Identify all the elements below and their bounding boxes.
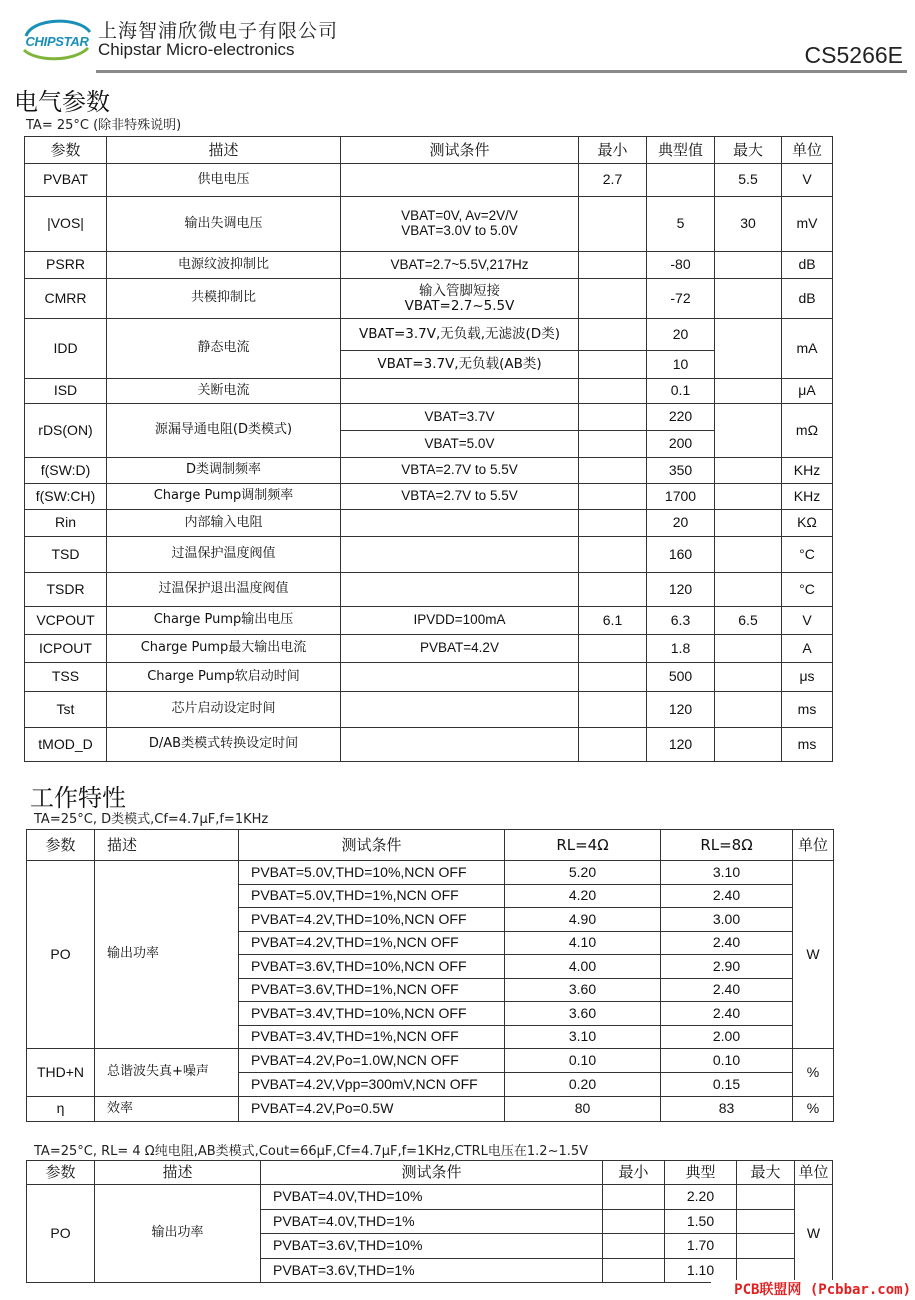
- max-cell: [715, 458, 782, 484]
- rl4-value: 3.60: [505, 978, 661, 1002]
- min-cell: [603, 1258, 665, 1283]
- table-row: [25, 197, 833, 252]
- typ-cell: 20: [647, 319, 715, 351]
- param-cell: PVBAT: [25, 164, 107, 197]
- description-cell: Charge Pump软启动时间: [107, 663, 341, 692]
- condition-cell: PVBAT=4.2V,THD=1%,NCN OFF: [239, 931, 505, 955]
- min-cell: [579, 279, 647, 319]
- unit-cell: dB: [782, 252, 833, 279]
- description-cell: 效率: [95, 1097, 239, 1122]
- column-header: 最小: [579, 137, 647, 164]
- unit-cell: mA: [782, 319, 833, 379]
- condition-cell: VBAT=3.7V,无负载,无滤波(D类): [341, 319, 579, 351]
- rl8-value: 2.40: [661, 884, 793, 908]
- column-header: 最小: [603, 1161, 665, 1185]
- condition-cell: [341, 663, 579, 692]
- param-cell: Tst: [25, 692, 107, 728]
- param-cell: |VOS|: [25, 197, 107, 252]
- logo-text: CHIPSTAR: [25, 34, 89, 49]
- param-cell: TSDR: [25, 573, 107, 607]
- description-cell: D类调制频率: [107, 458, 341, 484]
- param-cell: f(SW:CH): [25, 484, 107, 510]
- unit-cell: mΩ: [782, 404, 833, 458]
- table-row: [25, 404, 833, 431]
- table-header-row: [25, 137, 833, 164]
- description-cell: 电源纹波抑制比: [107, 252, 341, 279]
- unit-cell: μA: [782, 379, 833, 404]
- typ-cell: 220: [647, 404, 715, 431]
- min-cell: [603, 1209, 665, 1234]
- unit-cell: V: [782, 164, 833, 197]
- chipstar-logo: [18, 14, 96, 64]
- param-cell: PO: [27, 1185, 95, 1283]
- min-cell: [603, 1234, 665, 1259]
- min-cell: [579, 663, 647, 692]
- rl4-value: 3.60: [505, 1002, 661, 1026]
- typ-cell: 500: [647, 663, 715, 692]
- column-header: 描述: [95, 1161, 261, 1185]
- max-cell: [715, 573, 782, 607]
- min-cell: [579, 319, 647, 351]
- column-header: 参数: [27, 1161, 95, 1185]
- min-cell: [579, 635, 647, 663]
- condition-cell: PVBAT=4.2V,Po=1.0W,NCN OFF: [239, 1049, 505, 1073]
- electrical-params-table: [24, 136, 833, 762]
- typ-cell: 120: [647, 573, 715, 607]
- description-cell: 供电电压: [107, 164, 341, 197]
- min-cell: 2.7: [579, 164, 647, 197]
- company-name-en: Chipstar Micro-electronics: [98, 40, 295, 59]
- max-cell: [715, 319, 782, 379]
- table-row: [27, 1097, 834, 1122]
- section3-condition: TA=25°C, RL= 4 Ω纯电阻,AB类模式,Cout=66μF,Cf=4.7μF,f=1KHz,CTRL电压在1.2~1.5V: [34, 1144, 589, 1159]
- table-row: [25, 663, 833, 692]
- min-cell: [579, 692, 647, 728]
- typ-cell: -80: [647, 252, 715, 279]
- table-row: [27, 1049, 834, 1073]
- max-cell: [737, 1209, 795, 1234]
- max-cell: [737, 1185, 795, 1210]
- description-cell: 静态电流: [107, 319, 341, 379]
- max-cell: [715, 692, 782, 728]
- param-cell: VCPOUT: [25, 607, 107, 635]
- max-cell: 30: [715, 197, 782, 252]
- min-cell: [579, 431, 647, 458]
- unit-cell: °C: [782, 537, 833, 573]
- column-header: 测试条件: [239, 830, 505, 861]
- condition-cell: PVBAT=4.2V,THD=10%,NCN OFF: [239, 908, 505, 932]
- condition-cell: [341, 573, 579, 607]
- max-cell: 6.5: [715, 607, 782, 635]
- watermark-text: PCB联盟网 (Pcbbar.com): [711, 1280, 915, 1300]
- condition-cell: PVBAT=3.4V,THD=1%,NCN OFF: [239, 1025, 505, 1049]
- max-cell: [715, 279, 782, 319]
- condition-cell: PVBAT=4.2V: [341, 635, 579, 663]
- max-cell: [715, 510, 782, 537]
- operating-characteristics-table: [26, 829, 834, 1122]
- table-header-row: [27, 1161, 833, 1185]
- unit-cell: KΩ: [782, 510, 833, 537]
- table-row: [25, 728, 833, 762]
- condition-cell: PVBAT=3.4V,THD=10%,NCN OFF: [239, 1002, 505, 1026]
- unit-cell: dB: [782, 279, 833, 319]
- rl4-value: 4.00: [505, 955, 661, 979]
- column-header: 参数: [27, 830, 95, 861]
- param-cell: tMOD_D: [25, 728, 107, 762]
- column-header: RL=8Ω: [661, 830, 793, 861]
- description-cell: Charge Pump输出电压: [107, 607, 341, 635]
- condition-cell: PVBAT=3.6V,THD=1%: [261, 1258, 603, 1283]
- column-header: 测试条件: [261, 1161, 603, 1185]
- rl8-value: 3.00: [661, 908, 793, 932]
- condition-cell: IPVDD=100mA: [341, 607, 579, 635]
- rl4-value: 3.10: [505, 1025, 661, 1049]
- max-cell: [715, 663, 782, 692]
- typ-cell: [647, 164, 715, 197]
- min-cell: [579, 351, 647, 379]
- rl4-value: 80: [505, 1097, 661, 1122]
- condition-cell: 输入管脚短接 VBAT=2.7~5.5V: [341, 279, 579, 319]
- condition-cell: PVBAT=3.6V,THD=10%: [261, 1234, 603, 1259]
- min-cell: [579, 728, 647, 762]
- param-cell: PO: [27, 861, 95, 1049]
- column-header: 典型: [665, 1161, 737, 1185]
- section-title-electrical: 电气参数: [14, 88, 110, 116]
- column-header: 单位: [793, 830, 834, 861]
- table-row: [25, 692, 833, 728]
- condition-cell: VBAT=3.7V: [341, 404, 579, 431]
- ab-mode-table: [26, 1160, 833, 1283]
- rl4-value: 4.10: [505, 931, 661, 955]
- max-cell: [715, 404, 782, 458]
- min-cell: [579, 458, 647, 484]
- unit-cell: %: [793, 1049, 834, 1097]
- column-header: 测试条件: [341, 137, 579, 164]
- rl8-value: 3.10: [661, 861, 793, 885]
- min-cell: [579, 379, 647, 404]
- param-cell: PSRR: [25, 252, 107, 279]
- unit-cell: %: [793, 1097, 834, 1122]
- typ-cell: 160: [647, 537, 715, 573]
- condition-cell: PVBAT=5.0V,THD=1%,NCN OFF: [239, 884, 505, 908]
- min-cell: [579, 197, 647, 252]
- table-row: [25, 537, 833, 573]
- description-cell: 源漏导通电阻(D类模式): [107, 404, 341, 458]
- condition-cell: VBTA=2.7V to 5.5V: [341, 484, 579, 510]
- rl8-value: 2.00: [661, 1025, 793, 1049]
- description-cell: 输出功率: [95, 1185, 261, 1283]
- min-cell: [579, 404, 647, 431]
- rl8-value: 83: [661, 1097, 793, 1122]
- section1-condition: TA= 25°C (除非特殊说明): [26, 118, 182, 133]
- company-name-cn: 上海智浦欣微电子有限公司: [98, 20, 339, 42]
- max-cell: [715, 537, 782, 573]
- typ-cell: 0.1: [647, 379, 715, 404]
- unit-cell: KHz: [782, 458, 833, 484]
- param-cell: TSD: [25, 537, 107, 573]
- min-cell: [579, 484, 647, 510]
- description-cell: 芯片启动设定时间: [107, 692, 341, 728]
- rl8-value: 2.90: [661, 955, 793, 979]
- condition-cell: VBTA=2.7V to 5.5V: [341, 458, 579, 484]
- column-header: 参数: [25, 137, 107, 164]
- condition-cell: [341, 537, 579, 573]
- typ-cell: 120: [647, 728, 715, 762]
- condition-cell: [341, 379, 579, 404]
- description-cell: 关断电流: [107, 379, 341, 404]
- section2-condition: TA=25°C, D类模式,Cf=4.7μF,f=1KHz: [34, 812, 269, 827]
- description-cell: D/AB类模式转换设定时间: [107, 728, 341, 762]
- column-header: 单位: [795, 1161, 833, 1185]
- table-row: [27, 1185, 833, 1210]
- param-cell: ISD: [25, 379, 107, 404]
- max-cell: 5.5: [715, 164, 782, 197]
- typ-cell: 350: [647, 458, 715, 484]
- rl8-value: 2.40: [661, 1002, 793, 1026]
- unit-cell: μs: [782, 663, 833, 692]
- typ-cell: 200: [647, 431, 715, 458]
- table-row: [25, 635, 833, 663]
- condition-cell: PVBAT=3.6V,THD=10%,NCN OFF: [239, 955, 505, 979]
- rl4-value: 4.20: [505, 884, 661, 908]
- typ-cell: 2.20: [665, 1185, 737, 1210]
- table-row: [25, 458, 833, 484]
- rl4-value: 0.20: [505, 1073, 661, 1097]
- condition-cell: [341, 510, 579, 537]
- description-cell: 过温保护温度阀值: [107, 537, 341, 573]
- rl8-value: 2.40: [661, 931, 793, 955]
- condition-cell: VBAT=0V, Av=2V/V VBAT=3.0V to 5.0V: [341, 197, 579, 252]
- description-cell: 内部输入电阻: [107, 510, 341, 537]
- max-cell: [715, 379, 782, 404]
- column-header: 描述: [95, 830, 239, 861]
- param-cell: CMRR: [25, 279, 107, 319]
- description-cell: Charge Pump最大输出电流: [107, 635, 341, 663]
- column-header: 最大: [715, 137, 782, 164]
- min-cell: [579, 537, 647, 573]
- max-cell: [715, 728, 782, 762]
- condition-cell: PVBAT=4.2V,Vpp=300mV,NCN OFF: [239, 1073, 505, 1097]
- description-cell: 输出失调电压: [107, 197, 341, 252]
- rl4-value: 5.20: [505, 861, 661, 885]
- condition-cell: PVBAT=5.0V,THD=10%,NCN OFF: [239, 861, 505, 885]
- unit-cell: ms: [782, 692, 833, 728]
- table-row: [25, 510, 833, 537]
- typ-cell: 120: [647, 692, 715, 728]
- section-title-operating: 工作特性: [30, 784, 126, 812]
- model-number: CS5266E: [804, 42, 903, 68]
- condition-cell: [341, 728, 579, 762]
- column-header: 描述: [107, 137, 341, 164]
- table-row: [25, 484, 833, 510]
- max-cell: [715, 484, 782, 510]
- description-cell: 过温保护退出温度阀值: [107, 573, 341, 607]
- condition-cell: VBAT=5.0V: [341, 431, 579, 458]
- condition-cell: [341, 692, 579, 728]
- typ-cell: 20: [647, 510, 715, 537]
- param-cell: rDS(ON): [25, 404, 107, 458]
- description-cell: 共模抑制比: [107, 279, 341, 319]
- unit-cell: °C: [782, 573, 833, 607]
- unit-cell: ms: [782, 728, 833, 762]
- max-cell: [715, 252, 782, 279]
- description-cell: Charge Pump调制频率: [107, 484, 341, 510]
- rl8-value: 0.10: [661, 1049, 793, 1073]
- rl4-value: 0.10: [505, 1049, 661, 1073]
- min-cell: [579, 252, 647, 279]
- typ-cell: 1.10: [665, 1258, 737, 1283]
- description-cell: 输出功率: [95, 861, 239, 1049]
- typ-cell: 1.50: [665, 1209, 737, 1234]
- condition-cell: VBAT=2.7~5.5V,217Hz: [341, 252, 579, 279]
- param-cell: ICPOUT: [25, 635, 107, 663]
- max-cell: [715, 635, 782, 663]
- condition-cell: PVBAT=4.2V,Po=0.5W: [239, 1097, 505, 1122]
- param-cell: IDD: [25, 319, 107, 379]
- min-cell: 6.1: [579, 607, 647, 635]
- rl4-value: 4.90: [505, 908, 661, 932]
- condition-cell: PVBAT=4.0V,THD=1%: [261, 1209, 603, 1234]
- table-row: [27, 861, 834, 885]
- table-row: [25, 252, 833, 279]
- unit-cell: W: [793, 861, 834, 1049]
- typ-cell: 1700: [647, 484, 715, 510]
- page-header: [0, 0, 915, 80]
- unit-cell: mV: [782, 197, 833, 252]
- typ-cell: 6.3: [647, 607, 715, 635]
- column-header: RL=4Ω: [505, 830, 661, 861]
- unit-cell: W: [795, 1185, 833, 1283]
- min-cell: [579, 573, 647, 607]
- typ-cell: 1.70: [665, 1234, 737, 1259]
- table-row: [25, 319, 833, 351]
- header-divider: [96, 70, 907, 73]
- condition-cell: PVBAT=3.6V,THD=1%,NCN OFF: [239, 978, 505, 1002]
- column-header: 典型值: [647, 137, 715, 164]
- param-cell: η: [27, 1097, 95, 1122]
- table-row: [25, 379, 833, 404]
- rl8-value: 2.40: [661, 978, 793, 1002]
- typ-cell: -72: [647, 279, 715, 319]
- min-cell: [579, 510, 647, 537]
- param-cell: TSS: [25, 663, 107, 692]
- typ-cell: 1.8: [647, 635, 715, 663]
- rl8-value: 0.15: [661, 1073, 793, 1097]
- condition-cell: [341, 164, 579, 197]
- condition-cell: VBAT=3.7V,无负载(AB类): [341, 351, 579, 379]
- typ-cell: 10: [647, 351, 715, 379]
- unit-cell: A: [782, 635, 833, 663]
- description-cell: 总谐波失真+噪声: [95, 1049, 239, 1097]
- typ-cell: 5: [647, 197, 715, 252]
- max-cell: [737, 1258, 795, 1283]
- table-header-row: [27, 830, 834, 861]
- param-cell: Rin: [25, 510, 107, 537]
- column-header: 最大: [737, 1161, 795, 1185]
- table-row: [25, 573, 833, 607]
- param-cell: f(SW:D): [25, 458, 107, 484]
- min-cell: [603, 1185, 665, 1210]
- table-row: [25, 607, 833, 635]
- table-row: [25, 164, 833, 197]
- param-cell: THD+N: [27, 1049, 95, 1097]
- max-cell: [737, 1234, 795, 1259]
- condition-cell: PVBAT=4.0V,THD=10%: [261, 1185, 603, 1210]
- unit-cell: V: [782, 607, 833, 635]
- column-header: 单位: [782, 137, 833, 164]
- unit-cell: KHz: [782, 484, 833, 510]
- table-row: [25, 279, 833, 319]
